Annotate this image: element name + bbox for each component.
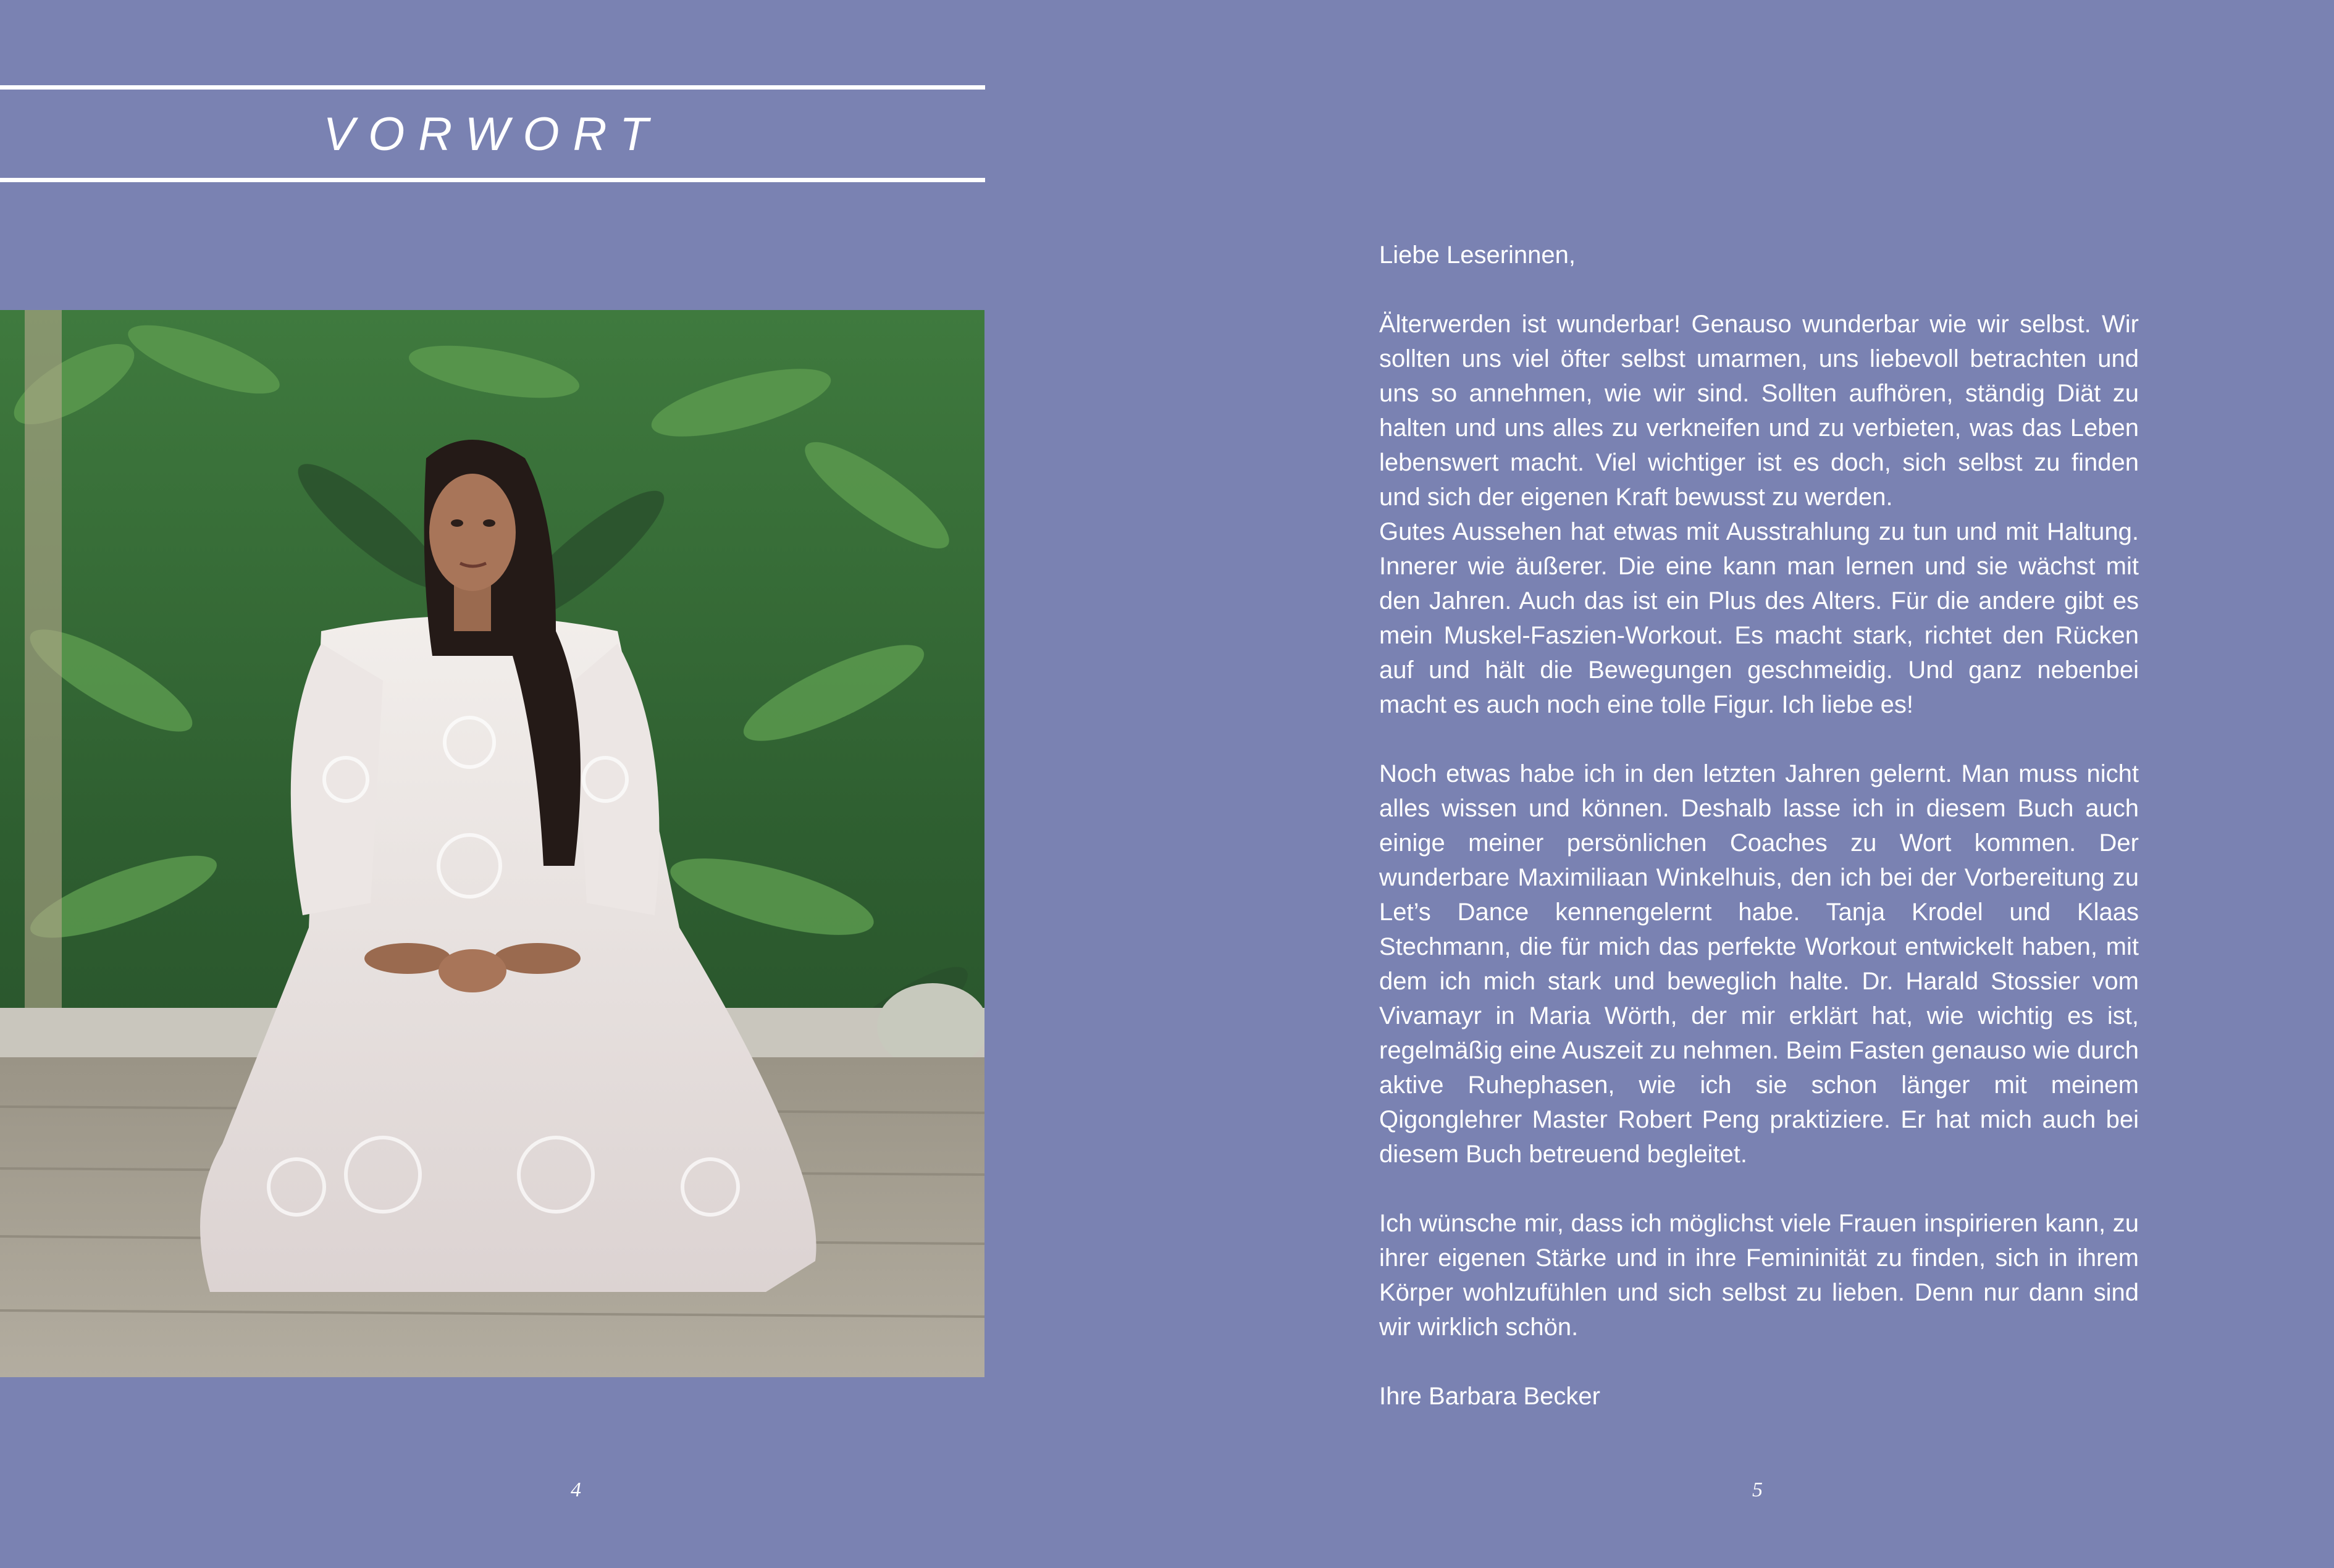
page-title: VORWORT xyxy=(323,108,662,161)
paragraph-1: Älterwerden ist wunderbar! Genauso wunderbar wie wir selbst. Wir sollten uns viel öfter selbst umarmen, uns liebevoll betrachten und uns so annehmen, wie wir sind. Sollten aufhören, ständig Diät zu halten und uns alles zu verkneifen und zu verbieten, was das Leben lebenswert macht. Viel wichtiger ist es doch, sich selbst zu finden und sich der eigenen Kraft bewusst zu werden. xyxy=(1379,311,2139,511)
title-rule-bottom xyxy=(0,178,985,182)
foreword-text xyxy=(1379,238,2139,1414)
paragraph-2: Gutes Aussehen hat etwas mit Ausstrahlung zu tun und mit Haltung. Innerer wie äußerer. Die eine kann man lernen und sie wächst mit den Jahren. Auch das ist ein Plus des Alters. Für die andere gibt es mein Muskel-Faszien-Workout. Es macht stark, richtet den Rücken auf und hält die Bewegungen geschmeidig. Und ganz nebenbei macht es auch noch eine tolle Figur. Ich liebe es! xyxy=(1379,518,2139,718)
paragraph-3: Noch etwas habe ich in den letzten Jahren gelernt. Man muss nicht alles wissen und können. Deshalb lasse ich in diesem Buch auch einige meiner persönlichen Coaches zu Wort kommen. Der wunderbare Maximiliaan Winkelhuis, den ich bei der Vorbereitung zu Let’s Dance kennengelernt habe. Tanja Krodel und Klaas Stechmann, die für mich das perfekte Workout entwickelt haben, mit dem ich mich stark und beweglich halte. Dr. Harald Stossier vom Vivamayr in Maria Wörth, der mir erklärt hat, wie wichtig es ist, regelmäßig eine Auszeit zu nehmen. Beim Fasten genauso wie durch aktive Ruhephasen, wie ich sie schon länger mit meinem Qigonglehrer Master Robert Peng praktiziere. Er hat mich auch bei diesem Buch betreuend begleitet. xyxy=(1379,760,2139,1168)
page-number-right: 5 xyxy=(1752,1478,1763,1501)
paragraph-4: Ich wünsche mir, dass ich möglichst viele Frauen inspirieren kann, zu ihrer eigenen Stärke und in ihre Femininität zu finden, sich in ihrem Körper wohlzufühlen und sich selbst zu lieben. Denn nur dann sind wir wirklich schön. xyxy=(1379,1210,2139,1341)
title-rule-top xyxy=(0,85,985,90)
signature: Ihre Barbara Becker xyxy=(1379,1383,1600,1410)
salutation: Liebe Leserinnen, xyxy=(1379,241,1576,269)
page-number-left: 4 xyxy=(571,1478,581,1501)
portrait-photo xyxy=(0,310,984,1377)
